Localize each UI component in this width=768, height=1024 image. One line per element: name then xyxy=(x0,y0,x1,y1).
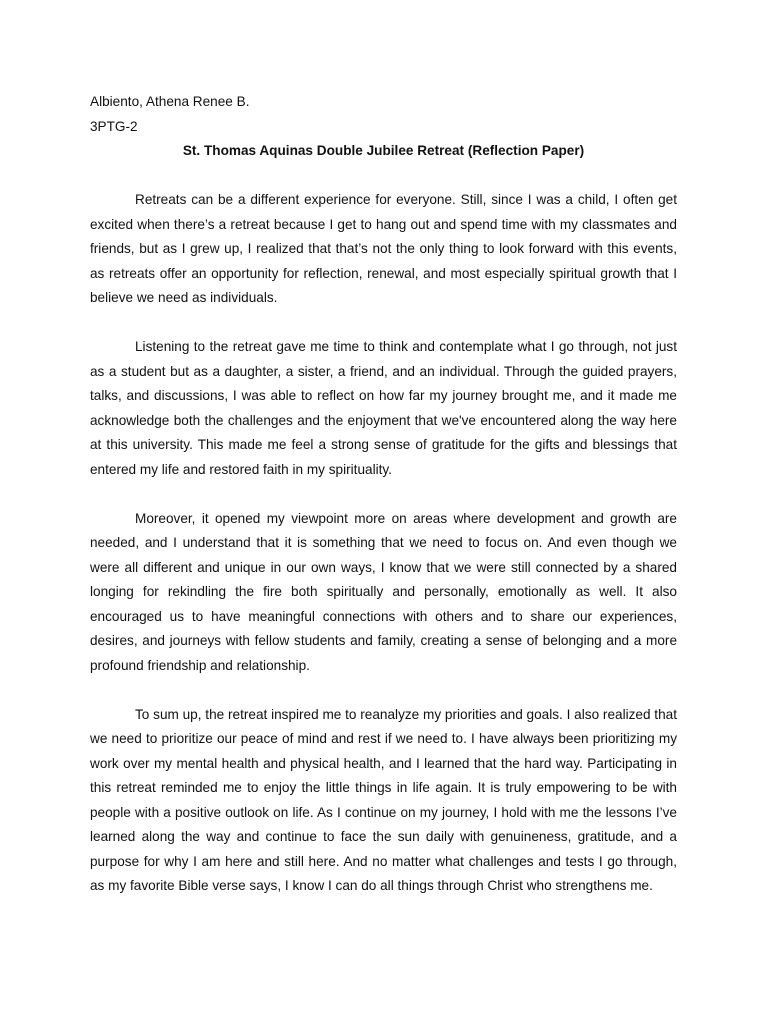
paragraph-4: To sum up, the retreat inspired me to reanalyze my priorities and goals. I also realized that we need to prioritize our peace of mind and rest if we need to. I have always been prioritizing my work over my mental health and physical health, and I learned that the hard way. Participating in this retreat reminded me to enjoy the little things in life again. It is truly empowering to be with people with a positive outlook on life. As I continue on my journey, I hold with me the lessons I’ve learned along the way and continue to face the sun daily with genuineness, gratitude, and a purpose for why I am here and still here. And no matter what challenges and tests I go through, as my favorite Bible verse says, I know I can do all things through Christ who strengthens me. xyxy=(90,706,677,893)
paragraph-1: Retreats can be a different experience for everyone. Still, since I was a child, I often get excited when there’s a retreat because I get to hang out and spend time with my classmates and friends, but as I grew up, I realized that that’s not the only thing to look forward with this events, as retreats offer an opportunity for reflection, renewal, and most especially spiritual growth that I believe we need as individuals. xyxy=(90,192,677,305)
author-name: Albiento, Athena Renee B. xyxy=(90,94,250,109)
paragraph-3: Moreover, it opened my viewpoint more on areas where development and growth are needed, and I understand that it is something that we need to focus on. And even though we were all different and unique in our own ways, I know that we were still connected by a shared longing for rekindling the fire both spiritually and personally, emotionally as well. It also encouraged us to have meaningful connections with others and to share our experiences, desires, and journeys with fellow students and family, creating a sense of belonging and a more profound friendship and relationship. xyxy=(90,510,677,673)
paper-title: St. Thomas Aquinas Double Jubilee Retreat (Reflection Paper) xyxy=(182,143,585,158)
paragraph-2: Listening to the retreat gave me time to think and contemplate what I go through, not just as a student but as a daughter, a sister, a friend, and an individual. Through the guided prayers, talks, and discussions, I was able to reflect on how far my journey brought me, and it made me acknowledge both the challenges and the enjoyment that we've encountered along the way here at this university. This made me feel a strong sense of gratitude for the gifts and blessings that entered my life and restored faith in my spirituality. xyxy=(90,339,677,477)
document-content xyxy=(90,90,677,899)
class-section: 3PTG-2 xyxy=(90,118,138,134)
